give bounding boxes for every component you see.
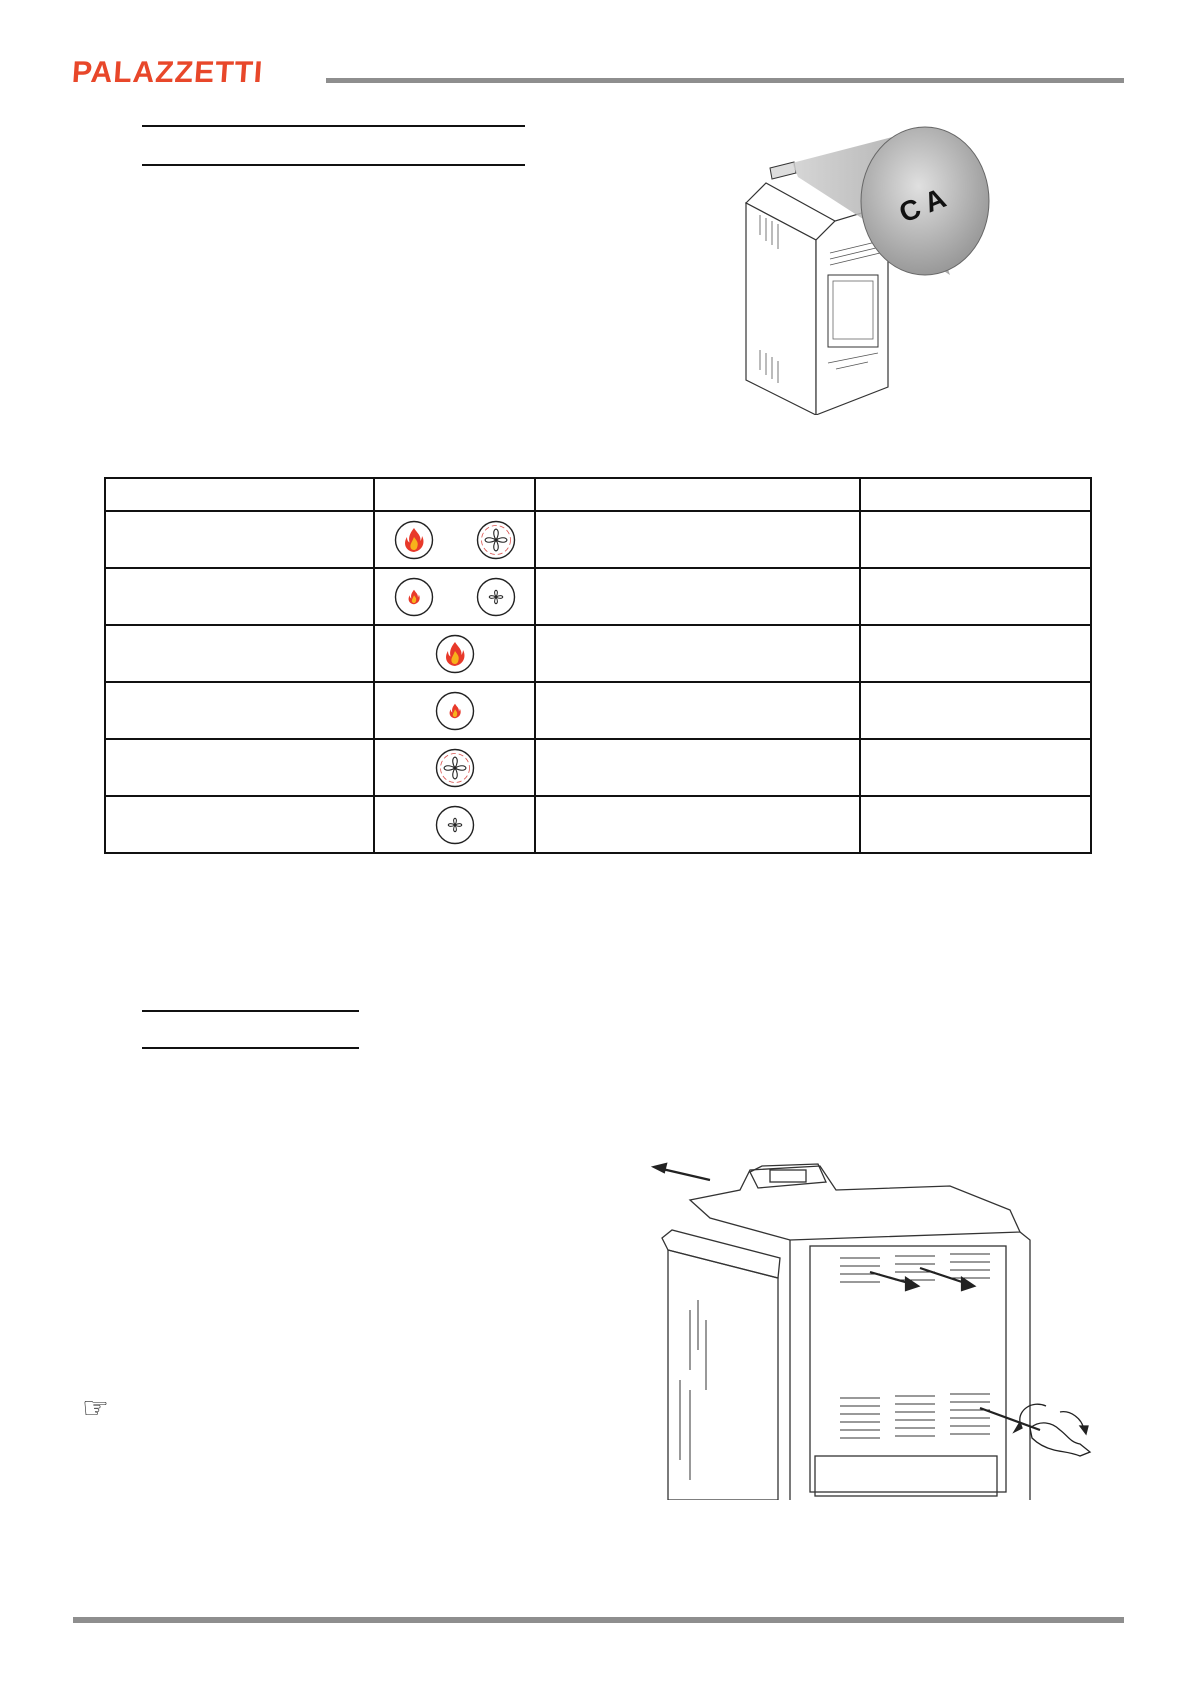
header-cell [535,478,859,511]
fan-large-icon [476,520,516,560]
header-rule [326,78,1124,83]
flame-small-icon [394,577,434,617]
table-row [105,796,1091,853]
stove-panel-illustration [740,125,1000,415]
header-cell [374,478,535,511]
heading-underline-3 [142,1010,359,1012]
brand-logo: PALAZZETTI [70,56,265,89]
heading-underline-1 [142,125,525,127]
flame-large-icon [435,634,475,674]
stove-vents-illustration [650,1160,1130,1500]
table-row [105,739,1091,796]
header-cell [105,478,374,511]
footer-rule [73,1617,1124,1623]
flame-large-icon [394,520,434,560]
table-header-row [105,478,1091,511]
flame-small-icon [435,691,475,731]
mode-table [104,477,1092,854]
table-row [105,625,1091,682]
table-row [105,568,1091,625]
header-cell [860,478,1091,511]
pointing-hand-icon: ☞ [82,1391,109,1426]
fan-small-icon [476,577,516,617]
table-row [105,511,1091,568]
fan-small-icon [435,805,475,845]
panel-label: C A [894,182,951,229]
fan-large-icon [435,748,475,788]
heading-underline-2 [142,164,525,166]
table-row [105,682,1091,739]
heading-underline-4 [142,1047,359,1049]
